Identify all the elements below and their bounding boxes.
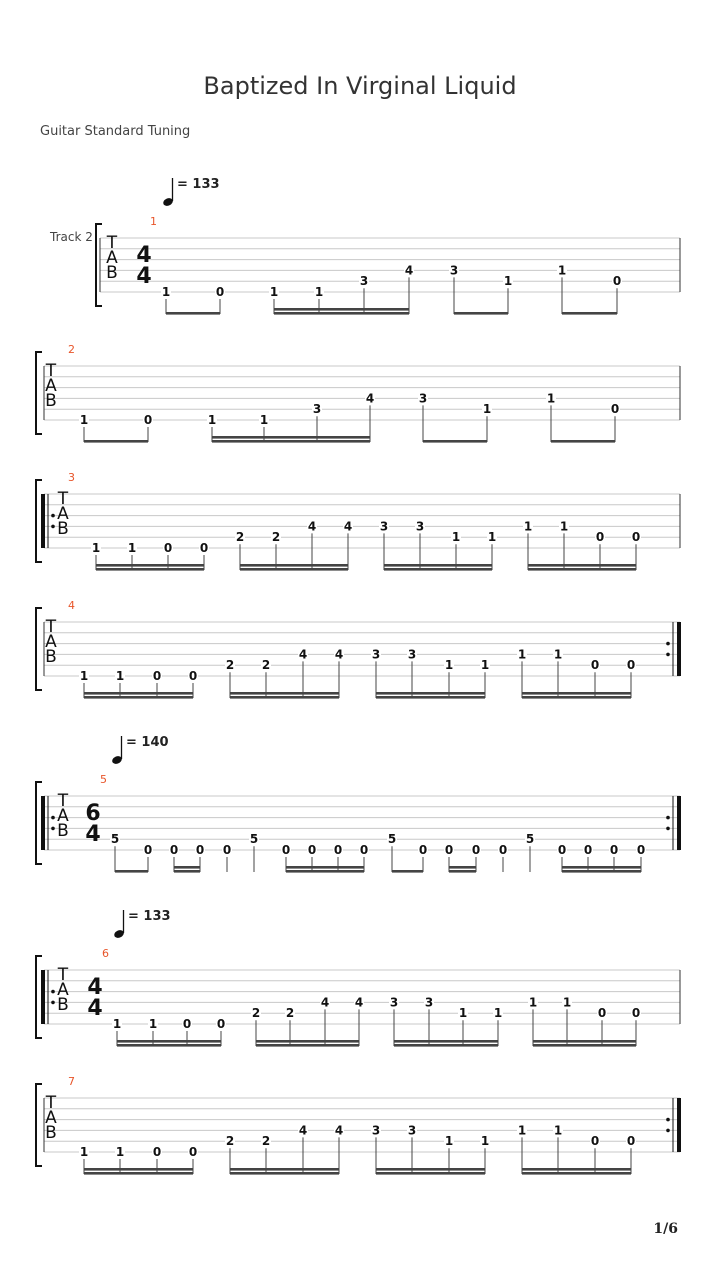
tab-system-4 xyxy=(36,599,681,699)
beam-secondary xyxy=(212,436,370,439)
beam-secondary xyxy=(528,564,636,567)
beam xyxy=(96,568,204,571)
time-signature-top: 4 xyxy=(136,243,152,268)
fret-number: 1 xyxy=(79,413,89,427)
beam xyxy=(376,1172,485,1175)
fret-number: 3 xyxy=(415,519,425,534)
fret-number: 1 xyxy=(314,285,324,299)
fret-number: 5 xyxy=(110,832,120,847)
beam xyxy=(286,870,364,873)
fret-number: 2 xyxy=(225,1134,235,1149)
fret-number: 1 xyxy=(115,1145,125,1159)
time-signature-bottom: 4 xyxy=(87,996,103,1021)
fret-number: 0 xyxy=(631,1006,641,1021)
fret-number: 1 xyxy=(559,519,569,534)
beam xyxy=(449,870,476,873)
repeat-end-thick xyxy=(677,622,681,676)
fret-number: 1 xyxy=(458,1006,468,1021)
fret-number: 1 xyxy=(528,995,538,1010)
fret-number: 1 xyxy=(91,541,101,555)
fret-number: 3 xyxy=(371,647,381,662)
beam-secondary xyxy=(230,692,339,695)
beam-secondary xyxy=(533,1040,636,1043)
measure-number: 6 xyxy=(102,947,109,960)
fret-number: 0 xyxy=(359,843,369,857)
fret-number: 3 xyxy=(407,647,417,662)
fret-number: 3 xyxy=(407,1123,417,1138)
fret-number: 3 xyxy=(359,274,369,289)
page-number: 1/6 xyxy=(653,1221,678,1237)
beam xyxy=(274,312,409,315)
time-signature-bottom: 4 xyxy=(136,264,152,289)
beam xyxy=(117,1044,221,1047)
repeat-dot xyxy=(666,653,670,657)
fret-number: 1 xyxy=(523,519,533,534)
fret-number: 4 xyxy=(334,647,344,662)
tab-letter-b: B xyxy=(57,821,69,841)
fret-number: 5 xyxy=(387,832,397,847)
fret-number: 0 xyxy=(182,1017,192,1031)
fret-number: 4 xyxy=(298,1123,308,1138)
repeat-dot xyxy=(666,1129,670,1133)
beam xyxy=(392,870,423,873)
fret-number: 0 xyxy=(590,1134,600,1149)
fret-number: 1 xyxy=(148,1017,158,1031)
fret-number: 1 xyxy=(79,669,89,683)
beam xyxy=(230,696,339,699)
beam xyxy=(454,312,508,315)
fret-number: 1 xyxy=(444,658,454,673)
fret-number: 5 xyxy=(525,832,535,847)
fret-number: 4 xyxy=(307,519,317,534)
tab-system-3 xyxy=(36,471,680,571)
tempo-marking: = 133 xyxy=(128,909,171,924)
fret-number: 3 xyxy=(389,995,399,1010)
beam xyxy=(522,696,631,699)
fret-number: 0 xyxy=(188,1145,198,1159)
fret-number: 1 xyxy=(482,402,492,417)
fret-number: 1 xyxy=(553,647,563,662)
time-signature-bottom: 4 xyxy=(85,822,101,847)
fret-number: 4 xyxy=(320,995,330,1010)
beam xyxy=(376,696,485,699)
beam xyxy=(522,1172,631,1175)
fret-number: 4 xyxy=(334,1123,344,1138)
fret-number: 0 xyxy=(281,843,291,857)
fret-number: 3 xyxy=(371,1123,381,1138)
fret-number: 0 xyxy=(188,669,198,683)
tab-letter-t: T xyxy=(57,965,69,985)
beam-secondary xyxy=(230,1168,339,1171)
fret-number: 0 xyxy=(557,843,567,857)
system-bracket xyxy=(36,352,42,434)
fret-number: 0 xyxy=(444,843,454,857)
beam xyxy=(256,1044,359,1047)
fret-number: 1 xyxy=(487,530,497,545)
beam-secondary xyxy=(394,1040,498,1043)
fret-number: 0 xyxy=(169,843,179,857)
beam-secondary xyxy=(274,308,409,311)
repeat-dot xyxy=(51,990,55,994)
fret-number: 4 xyxy=(354,995,364,1010)
measure-number: 1 xyxy=(150,215,157,228)
fret-number: 0 xyxy=(597,1006,607,1021)
measure-number: 7 xyxy=(68,1075,75,1088)
fret-number: 1 xyxy=(553,1123,563,1138)
fret-number: 1 xyxy=(503,274,513,289)
beam-secondary xyxy=(522,1168,631,1171)
fret-number: 0 xyxy=(636,843,646,857)
fret-number: 2 xyxy=(261,1134,271,1149)
tab-letter-t: T xyxy=(45,617,57,637)
fret-number: 4 xyxy=(343,519,353,534)
fret-number: 1 xyxy=(444,1134,454,1149)
tab-letter-b: B xyxy=(45,1123,57,1143)
fret-number: 3 xyxy=(418,391,428,406)
system-bracket xyxy=(36,1084,42,1166)
fret-number: 0 xyxy=(163,541,173,555)
repeat-dot xyxy=(51,514,55,518)
fret-number: 5 xyxy=(249,832,259,847)
beam xyxy=(240,568,348,571)
system-bracket xyxy=(96,224,102,306)
repeat-end-thick xyxy=(677,1098,681,1152)
fret-number: 1 xyxy=(127,541,137,555)
system-bracket xyxy=(36,608,42,690)
fret-number: 1 xyxy=(517,647,527,662)
fret-number: 1 xyxy=(115,669,125,683)
beam-secondary xyxy=(117,1040,221,1043)
tab-letter-b: B xyxy=(57,519,69,539)
fret-number: 0 xyxy=(216,1017,226,1031)
fret-number: 0 xyxy=(471,843,481,857)
fret-number: 0 xyxy=(143,843,153,857)
beam xyxy=(528,568,636,571)
fret-number: 0 xyxy=(333,843,343,857)
repeat-dot xyxy=(51,525,55,529)
fret-number: 1 xyxy=(207,413,217,427)
beam-secondary xyxy=(522,692,631,695)
fret-number: 1 xyxy=(112,1017,122,1031)
fret-number: 0 xyxy=(626,1134,636,1149)
beam-secondary xyxy=(449,866,476,869)
beam xyxy=(533,1044,636,1047)
beam xyxy=(551,440,615,443)
measure-number: 5 xyxy=(100,773,107,786)
fret-number: 2 xyxy=(285,1006,295,1021)
tab-letter-t: T xyxy=(57,489,69,509)
beam-secondary xyxy=(256,1040,359,1043)
beam xyxy=(212,440,370,443)
beam-secondary xyxy=(286,866,364,869)
fret-number: 0 xyxy=(418,843,428,857)
repeat-dot xyxy=(666,816,670,820)
fret-number: 1 xyxy=(79,1145,89,1159)
repeat-start-thick xyxy=(41,970,45,1024)
tab-letter-a: A xyxy=(106,248,118,268)
time-signature-top: 6 xyxy=(85,801,101,826)
tab-letter-t: T xyxy=(106,233,118,253)
fret-number: 2 xyxy=(271,530,281,545)
fret-number: 1 xyxy=(259,413,269,427)
beam-secondary xyxy=(84,692,193,695)
fret-number: 1 xyxy=(451,530,461,545)
fret-number: 0 xyxy=(609,843,619,857)
tab-system-1 xyxy=(49,177,680,315)
fret-number: 0 xyxy=(590,658,600,673)
fret-number: 4 xyxy=(365,391,375,406)
fret-number: 1 xyxy=(480,658,490,673)
tab-letter-b: B xyxy=(57,995,69,1015)
beam xyxy=(115,870,148,873)
tab-letter-a: A xyxy=(45,376,57,396)
fret-number: 3 xyxy=(424,995,434,1010)
song-title: Baptized In Virginal Liquid xyxy=(203,72,517,100)
tab-system-7 xyxy=(36,1075,681,1175)
beam xyxy=(230,1172,339,1175)
tab-letter-t: T xyxy=(57,791,69,811)
tab-letter-b: B xyxy=(45,647,57,667)
fret-number: 3 xyxy=(449,263,459,278)
fret-number: 0 xyxy=(612,274,622,289)
fret-number: 1 xyxy=(269,285,279,299)
beam-secondary xyxy=(174,866,200,869)
fret-number: 1 xyxy=(493,1006,503,1021)
fret-number: 3 xyxy=(379,519,389,534)
fret-number: 0 xyxy=(215,285,225,299)
fret-number: 0 xyxy=(595,530,605,545)
beam-secondary xyxy=(384,564,492,567)
fret-number: 1 xyxy=(546,391,556,406)
beam-secondary xyxy=(376,1168,485,1171)
fret-number: 4 xyxy=(298,647,308,662)
beam xyxy=(174,870,200,873)
tab-letter-t: T xyxy=(45,1093,57,1113)
fret-number: 2 xyxy=(261,658,271,673)
beam xyxy=(384,568,492,571)
beam-secondary xyxy=(96,564,204,567)
tuning-label: Guitar Standard Tuning xyxy=(40,124,191,139)
fret-number: 0 xyxy=(583,843,593,857)
tempo-marking: = 133 xyxy=(177,177,220,192)
tab-letter-a: A xyxy=(57,504,69,524)
time-signature-top: 4 xyxy=(87,975,103,1000)
fret-number: 2 xyxy=(251,1006,261,1021)
tempo-marking: = 140 xyxy=(126,735,169,750)
beam xyxy=(394,1044,498,1047)
fret-number: 0 xyxy=(498,843,508,857)
tab-letter-t: T xyxy=(45,361,57,381)
beam xyxy=(562,870,641,873)
fret-number: 0 xyxy=(307,843,317,857)
tab-system-5 xyxy=(36,735,681,873)
track-label: Track 2 xyxy=(50,230,93,244)
fret-number: 0 xyxy=(626,658,636,673)
repeat-dot xyxy=(51,1001,55,1005)
beam-secondary xyxy=(240,564,348,567)
beam xyxy=(84,440,148,443)
repeat-dot xyxy=(51,816,55,820)
tab-letter-a: A xyxy=(45,632,57,652)
repeat-end-thick xyxy=(677,796,681,850)
repeat-dot xyxy=(666,827,670,831)
fret-number: 0 xyxy=(199,541,209,555)
repeat-dot xyxy=(666,642,670,646)
beam xyxy=(84,696,193,699)
fret-number: 0 xyxy=(195,843,205,857)
tab-system-6 xyxy=(36,909,680,1047)
tab-letter-b: B xyxy=(106,263,118,283)
beam xyxy=(166,312,220,315)
fret-number: 1 xyxy=(557,263,567,278)
repeat-dot xyxy=(51,827,55,831)
fret-number: 0 xyxy=(143,413,153,427)
fret-number: 1 xyxy=(161,285,171,299)
beam-secondary xyxy=(376,692,485,695)
fret-number: 1 xyxy=(562,995,572,1010)
fret-number: 0 xyxy=(152,1145,162,1159)
beam xyxy=(562,312,617,315)
tab-system-2 xyxy=(36,343,680,443)
fret-number: 1 xyxy=(517,1123,527,1138)
fret-number: 4 xyxy=(404,263,414,278)
measure-number: 2 xyxy=(68,343,75,356)
fret-number: 3 xyxy=(312,402,322,417)
fret-number: 0 xyxy=(222,843,232,857)
measure-number: 4 xyxy=(68,599,75,612)
fret-number: 2 xyxy=(235,530,245,545)
tab-letter-b: B xyxy=(45,391,57,411)
fret-number: 1 xyxy=(480,1134,490,1149)
beam-secondary xyxy=(562,866,641,869)
beam-secondary xyxy=(84,1168,193,1171)
beam xyxy=(84,1172,193,1175)
tab-letter-a: A xyxy=(45,1108,57,1128)
beam xyxy=(423,440,487,443)
measure-number: 3 xyxy=(68,471,75,484)
fret-number: 0 xyxy=(631,530,641,545)
repeat-dot xyxy=(666,1118,670,1122)
tab-letter-a: A xyxy=(57,806,69,826)
fret-number: 0 xyxy=(152,669,162,683)
repeat-start-thick xyxy=(41,494,45,548)
fret-number: 2 xyxy=(225,658,235,673)
tab-letter-a: A xyxy=(57,980,69,1000)
fret-number: 0 xyxy=(610,402,620,417)
repeat-start-thick xyxy=(41,796,45,850)
